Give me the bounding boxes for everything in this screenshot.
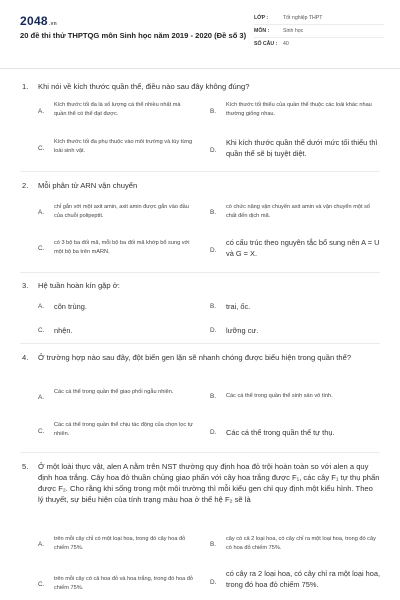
option-label: C. (38, 245, 45, 252)
option-text: chỉ gắn với một axit amin, axit amin được gắn vào đầu của chuỗi polipeptit. (54, 204, 189, 219)
divider (20, 171, 380, 172)
option-text: Các cá thể trong quần thể chịu tác động của chọn lọc tự nhiên. (54, 422, 194, 437)
divider (20, 272, 380, 273)
exam-title: 20 đề thi thử THPTQG môn Sinh học năm 2019 - 2020 (Đề số 3) (20, 31, 247, 40)
option-label: C. (38, 327, 45, 334)
option-text: cây có cả 2 loại hoa, có cây chỉ ra một loại hoa, trong đó cây có hoa đỏ chiếm 75%. (226, 536, 376, 551)
site-logo[interactable] (20, 14, 57, 28)
divider (20, 452, 380, 453)
meta-row-subject (254, 25, 384, 38)
option-label: B. (210, 541, 217, 548)
option-text: Kích thước tối đa là số lượng cá thể nhiều nhất mà quần thể có thể đạt được. (54, 102, 181, 117)
option-text: có chức năng vận chuyển axit amin và vận chuyển một số chất đến dịch mã. (226, 204, 370, 219)
option-label: C. (38, 145, 45, 152)
option-label: B. (210, 303, 217, 310)
meta-key: LỚP : (254, 15, 269, 21)
question-number: 4. (22, 353, 29, 362)
option-label: C. (38, 581, 45, 588)
meta-row-count (254, 38, 384, 50)
option-label: D. (210, 147, 217, 154)
option-text: lưỡng cư. (226, 326, 259, 335)
meta-value: 40 (283, 41, 289, 47)
option-label: D. (210, 327, 217, 334)
option-label: A. (38, 541, 45, 548)
option-text: Các cá thể trong quần thể sinh sản vô tính. (226, 393, 333, 399)
option-label: D. (210, 247, 217, 254)
option-label: A. (38, 394, 45, 401)
option-label: D. (210, 579, 217, 586)
question-number: 3. (22, 281, 29, 290)
meta-key: MÔN : (254, 28, 270, 34)
option-text: nhện. (54, 326, 73, 335)
option-label: A. (38, 303, 45, 310)
option-text: trên mỗi cây có cả hoa đỏ và hoa trắng, trong đó hoa đỏ chiếm 75%. (54, 576, 194, 591)
option-text: trai, ốc. (226, 302, 251, 311)
question-number: 5. (22, 462, 29, 471)
meta-row-class (254, 12, 384, 25)
option-text: Kích thước tối thiểu của quần thể thuộc các loài khác nhau thường giống nhau. (226, 102, 372, 117)
question-stem: Ở trường hợp nào sau đây, đột biến gen lặn sẽ nhanh chóng được biểu hiện trong quần thể? (38, 353, 352, 362)
divider (20, 343, 380, 344)
option-label: B. (210, 393, 217, 400)
exam-header (0, 0, 400, 69)
option-text: Các cá thể trong quần thể giao phối ngẫu nhiên. (54, 389, 174, 395)
option-text: Khi kích thước quần thể dưới mức tối thiểu thì quần thể sẽ bị tuyệt diệt. (226, 138, 378, 158)
option-text: côn trùng. (54, 302, 87, 311)
logo-suffix: .vn (48, 21, 58, 27)
question-stem: Hệ tuần hoàn kín gặp ở: (38, 281, 120, 290)
option-label: B. (210, 108, 217, 115)
option-text: Kích thước tối đa phụ thuộc vào môi trường và tùy từng loài sinh vật. (54, 139, 193, 154)
option-label: C. (38, 428, 45, 435)
exam-meta (254, 12, 384, 50)
option-text: có 3 bộ ba đối mã, mỗi bộ ba đối mã khớp bổ sung với một bộ ba trên mARN. (54, 240, 190, 255)
meta-key: SỐ CÂU : (254, 41, 278, 47)
option-text: có cấu trúc theo nguyên tắc bổ sung nên A = U và G = X. (226, 238, 380, 258)
question-stem: Khi nói về kích thước quần thể, điều nào sau đây không đúng? (38, 82, 250, 91)
option-label: A. (38, 108, 45, 115)
option-label: B. (210, 209, 217, 216)
question-stem: Mỗi phân tử ARN vận chuyển (38, 181, 138, 190)
question-number: 2. (22, 181, 29, 190)
logo-text: 2048 (20, 14, 48, 28)
option-text: trên mỗi cây chỉ có một loại hoa, trong đó cây hoa đỏ chiếm 75%. (54, 536, 186, 551)
option-label: D. (210, 429, 217, 436)
meta-value: Sinh học (283, 28, 304, 34)
option-label: A. (38, 209, 45, 216)
question-number: 1. (22, 82, 29, 91)
option-text: Các cá thể trong quần thể tự thụ. (226, 428, 335, 437)
question-stem: Ở một loài thực vật, alen A nằm trên NST thường quy định hoa đỏ trội hoàn toàn so với alen a quy định hoa trắng. Cây hoa đỏ thuần chủng giao phấn với cây hoa trắng được F₁, các cây F₁ tự thụ phấn được F₂. Cho rằng khi sống trong một môi trường thì mỗi kiểu gen chỉ quy định một kiểu hình. Theo lý thuyết, sự biểu hiện của tính trạng màu hoa ở thế hệ F₂ sẽ là (38, 462, 380, 504)
option-text: có cây ra 2 loại hoa, có cây chỉ ra một loại hoa, trong đó hoa đỏ chiếm 75%. (226, 569, 381, 589)
meta-value: Tốt nghiệp THPT (283, 15, 323, 21)
